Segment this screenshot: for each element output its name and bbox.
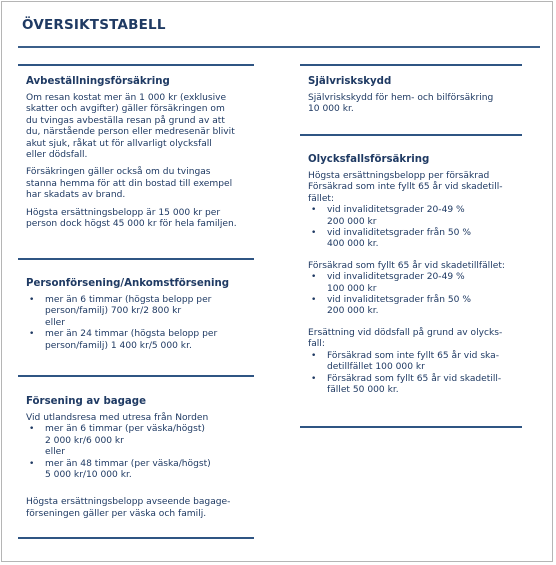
paragraph: Försäkrad som fyllt 65 år vid skadetillfället: bbox=[308, 260, 505, 271]
list-item: • Försäkrad som inte fyllt 65 år vid ska- detillfället 100 000 kr bbox=[308, 351, 522, 374]
section-sjalvrisk bbox=[308, 76, 522, 122]
list-item: • Försäkrad som fyllt 65 år vid skadetill- fället 50 000 kr. bbox=[308, 374, 522, 397]
list-item: • vid invaliditetsgrader från 50 % 400 000 kr. bbox=[308, 228, 522, 251]
section-olycksfall bbox=[308, 154, 522, 402]
list-item: • mer än 48 timmar (per väska/högst) 5 000 kr/10 000 kr. bbox=[26, 459, 252, 482]
divider-right-1 bbox=[300, 64, 522, 66]
bullet-list bbox=[308, 205, 522, 251]
paragraph: Försäkrad som inte fyllt 65 år vid skadetill- fället: bbox=[308, 182, 503, 204]
bullet-list bbox=[308, 272, 522, 318]
divider-left-4 bbox=[18, 537, 254, 539]
divider-left-1 bbox=[18, 64, 254, 66]
section-heading: Försening av bagage bbox=[26, 396, 146, 407]
paragraph: Vid utlandsresa med utresa från Norden bbox=[26, 413, 209, 423]
section-personforsening bbox=[26, 278, 252, 358]
bullet-list bbox=[26, 295, 252, 352]
section-heading: Olycksfallsförsäkring bbox=[308, 154, 430, 165]
bullet-list bbox=[308, 351, 522, 397]
section-heading: Avbeställningsförsäkring bbox=[26, 76, 170, 87]
section-heading: Självriskskydd bbox=[308, 76, 392, 87]
section-bagage bbox=[26, 396, 252, 526]
list-item: • mer än 24 timmar (högsta belopp per person/familj) 1 400 kr/5 000 kr. bbox=[26, 329, 252, 352]
divider-right-3 bbox=[300, 426, 522, 428]
title-divider bbox=[18, 46, 540, 48]
paragraph: Ersättning vid dödsfall på grund av olycks- fall: bbox=[308, 327, 503, 350]
paragraph: Högsta ersättningsbelopp avseende bagage- förseningen gäller per väska och familj. bbox=[26, 497, 231, 519]
list-item: • vid invaliditetsgrader från 50 % 200 000 kr. bbox=[308, 295, 522, 318]
list-item: • vid invaliditetsgrader 20-49 % 200 000 kr bbox=[308, 205, 522, 228]
paragraph: Högsta ersättningsbelopp är 15 000 kr per person dock högst 45 000 kr för hela familjen. bbox=[26, 207, 237, 230]
paragraph: Om resan kostat mer än 1 000 kr (exklusive skatter och avgifter) gäller försäkringen om du tvingas avbeställa resan på grund av att du, närstående person eller medresenär blivit akut sjuk, råkat ut för allvarligt olycksfall eller dödsfall. bbox=[26, 93, 235, 161]
paragraph: Självriskskydd för hem- och bilförsäkring 10 000 kr. bbox=[308, 93, 494, 115]
section-avbestallning bbox=[26, 76, 252, 236]
bullet-list bbox=[26, 424, 252, 481]
section-heading: Personförsening/Ankomstförsening bbox=[26, 278, 230, 289]
paragraph: Högsta ersättningsbelopp per försäkrad bbox=[308, 171, 490, 181]
list-item: • vid invaliditetsgrader 20-49 % 100 000 kr bbox=[308, 272, 522, 295]
paragraph: Försäkringen gäller också om du tvingas stanna hemma för att din bostad till exempel har skadats av brand. bbox=[26, 167, 233, 201]
list-item: • mer än 6 timmar (högsta belopp per person/familj) 700 kr/2 800 kr eller bbox=[26, 295, 252, 329]
page-title: ÖVERSIKTSTABELL bbox=[22, 17, 166, 33]
divider-left-2 bbox=[18, 258, 254, 260]
divider-left-3 bbox=[18, 375, 254, 377]
divider-right-2 bbox=[300, 134, 522, 136]
list-item: • mer än 6 timmar (per väska/högst) 2 000 kr/6 000 kr eller bbox=[26, 424, 252, 458]
